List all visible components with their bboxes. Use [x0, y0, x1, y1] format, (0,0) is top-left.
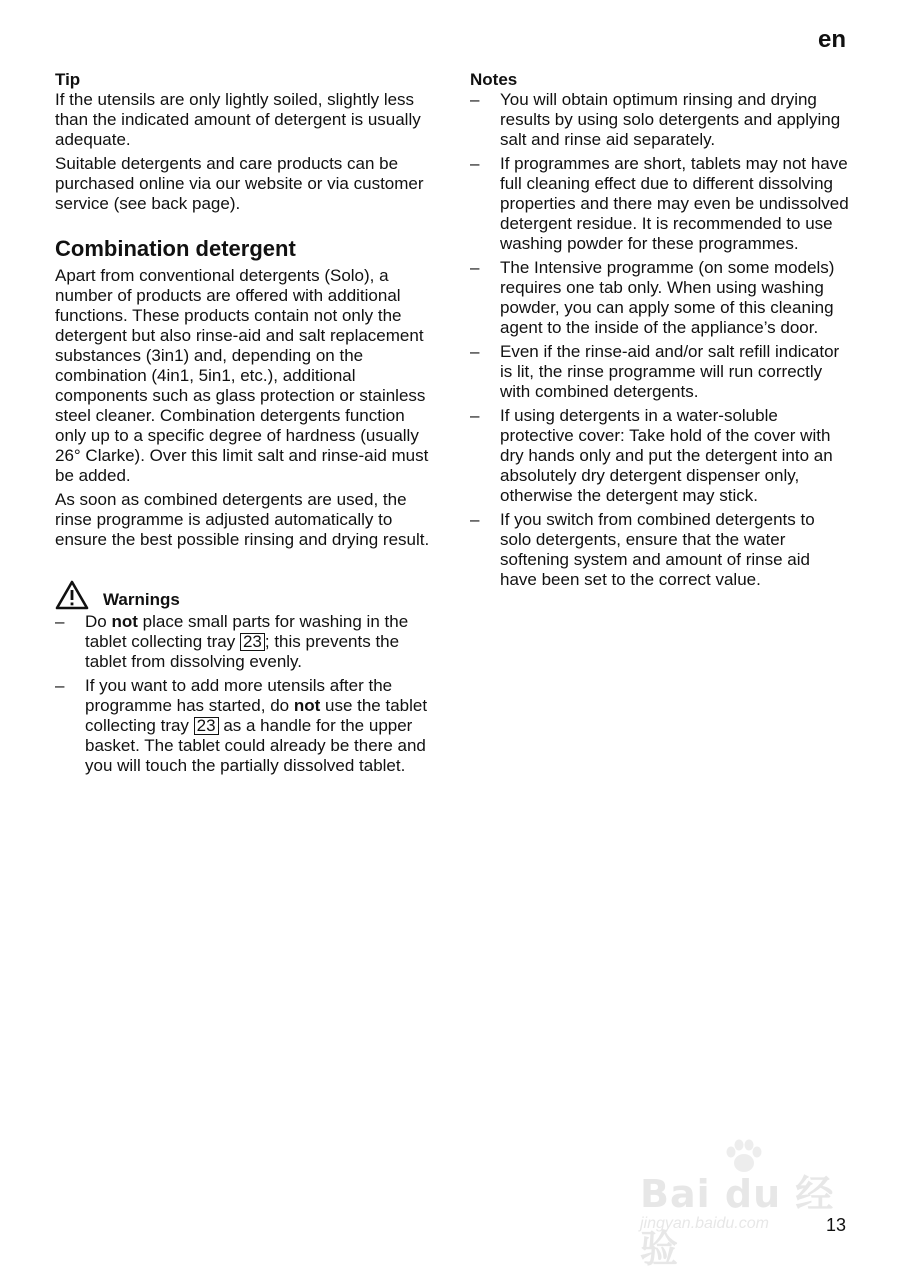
note-item — [470, 342, 850, 402]
note-text: Even if the rinse-aid and/or salt refill indicator is lit, the rinse programme will run correctly with combined detergents. — [500, 342, 840, 401]
emphasis-not: not — [293, 696, 321, 715]
note-item — [470, 510, 850, 590]
tip-paragraph-1: If the utensils are only lightly soiled, slightly less than the indicated amount of detergent is usually adequate. — [55, 90, 421, 149]
language-code: en — [817, 26, 846, 53]
emphasis-not: not — [111, 612, 138, 631]
watermark-url: jingyan.baidu.com — [640, 1215, 769, 1232]
baidu-watermark — [640, 1145, 850, 1271]
warnings-header — [55, 580, 433, 610]
notes-list — [470, 90, 850, 590]
note-text: If programmes are short, tablets may not have full cleaning effect due to different dissolving properties and there may even be undissolved detergent residue. It is recommended to use washing powder for these programmes. — [500, 154, 849, 253]
notes-label: Notes — [470, 70, 518, 89]
warning-text: Do — [85, 612, 112, 631]
list-dash: – — [470, 342, 480, 361]
list-dash: – — [55, 612, 65, 631]
note-text: If using detergents in a water-soluble protective cover: Take hold of the cover with dry hands only and put the detergent into an absolutely dry detergent dispenser only, otherwise the detergent may stick. — [500, 406, 833, 505]
list-dash: – — [55, 676, 65, 695]
reference-number-box: 23 — [240, 633, 265, 651]
warning-text: place small parts for washing in the tablet collecting tray — [85, 612, 409, 651]
note-text: The Intensive programme (on some models) requires one tab only. When using washing powder, you can apply some of this cleaning agent to the inside of the appliance’s door. — [500, 258, 835, 337]
tip-paragraph-2: Suitable detergents and care products can be purchased online via our website or via customer service (see back page). — [55, 154, 424, 213]
warning-item — [55, 612, 433, 672]
note-item — [470, 258, 850, 338]
list-dash: – — [470, 510, 480, 529]
list-dash: – — [470, 90, 480, 109]
list-dash: – — [470, 258, 480, 277]
tip-label: Tip — [55, 70, 81, 89]
combination-paragraph-1: Apart from conventional detergents (Solo), a number of products are offered with additional functions. These products contain not only the detergent but also rinse-aid and salt replacement substances (3in1) and, depending on the combination (4in1, 5in1, etc.), additional components such as glass protection or stainless steel cleaner. Combination detergents function only up to a specific degree of hardness (usually 26° Clarke). Over this limit salt and rinse-aid must be added. — [55, 266, 429, 485]
note-text: You will obtain optimum rinsing and drying results by using solo detergents and applying salt and rinse aid separately. — [500, 90, 841, 149]
note-item — [470, 90, 850, 150]
reference-number-box: 23 — [194, 717, 219, 735]
warning-text: as a handle for the upper basket. The tablet could already be there and you will touch the partially dissolved tablet. — [85, 716, 426, 775]
page-number: 13 — [825, 1215, 846, 1235]
note-item — [470, 154, 850, 254]
note-text: If you switch from combined detergents to solo detergents, ensure that the water softening system and amount of rinse aid have been set to the correct value. — [500, 510, 815, 589]
warnings-label: Warnings — [103, 590, 180, 609]
warnings-list — [55, 612, 433, 776]
watermark-main-text: Bai du 经验 — [640, 1172, 835, 1271]
warning-text: use the tablet collecting tray — [85, 696, 428, 735]
list-dash: – — [470, 154, 480, 173]
list-dash: – — [470, 406, 480, 425]
warning-triangle-icon — [55, 580, 89, 610]
warning-text: If you want to add more utensils after the programme has started, do — [85, 676, 393, 715]
section-heading: Combination detergent — [55, 236, 296, 261]
left-column — [55, 70, 433, 780]
warning-item — [55, 676, 433, 776]
note-item — [470, 406, 850, 506]
right-column — [470, 70, 850, 594]
combination-paragraph-2: As soon as combined detergents are used, the rinse programme is adjusted automatically to ensure the best possible rinsing and drying result. — [55, 490, 430, 549]
warning-text: ; this prevents the tablet from dissolving evenly. — [85, 632, 400, 671]
